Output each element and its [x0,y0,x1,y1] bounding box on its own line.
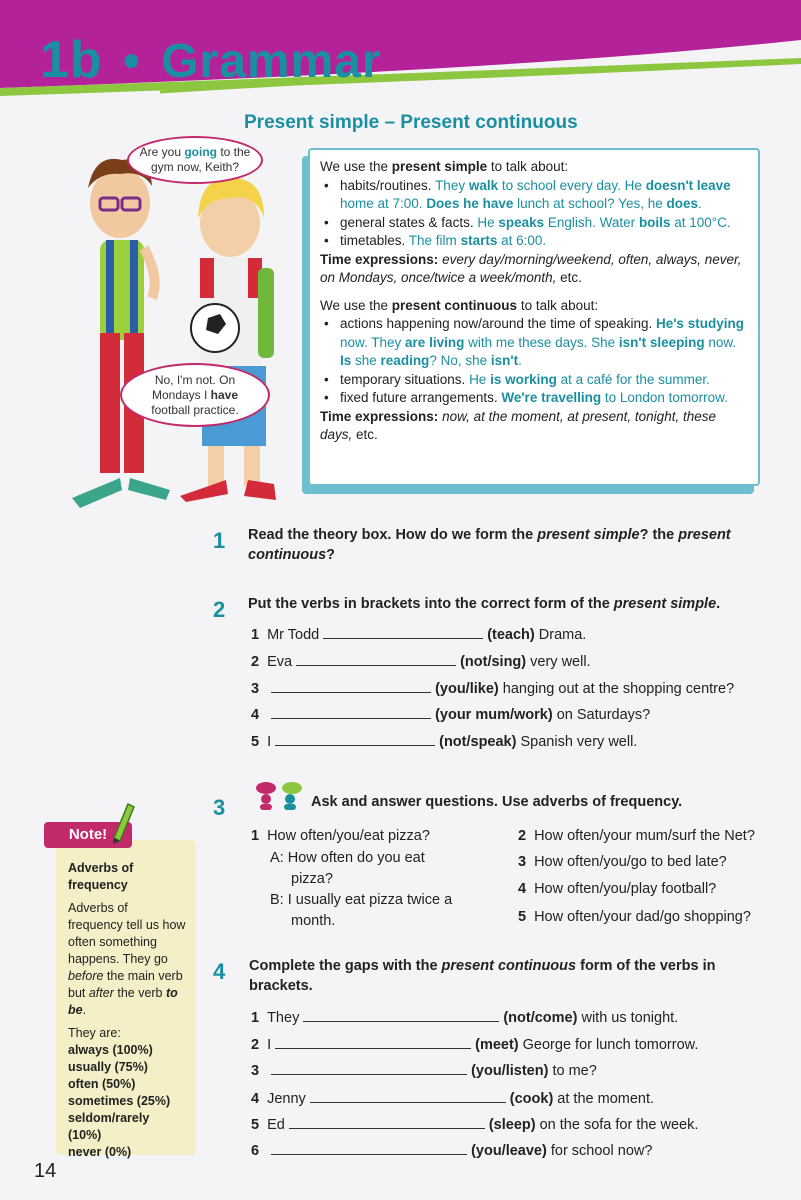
answer-blank[interactable] [271,679,431,693]
answer-blank[interactable] [275,732,435,746]
list-item: • temporary situations. He is working at a café for the summer. [320,371,748,390]
unit-number: 1b [40,31,103,89]
speech-bubble-bottom: No, I'm not. On Mondays I have football practice. [120,363,270,427]
illustration-boys [60,128,310,528]
list-item: • timetables. The film starts at 6:00. [320,232,748,251]
exercise-4-instruction: Complete the gaps with the present continuous form of the verbs in brackets. [249,958,716,994]
list-item: usually (75%) [68,1060,148,1074]
answer-blank[interactable] [275,1035,471,1049]
answer-blank[interactable] [310,1089,506,1103]
section-heading: Present simple – Present continuous [244,112,578,133]
list-item: • actions happening now/around the time of speaking. He's studying now. They are living with me these days. She isn't sleeping now. Is she reading? No, she isn't. [320,315,748,371]
list-item: never (0%) [68,1145,132,1159]
answer-blank[interactable] [271,1141,467,1155]
pencil-icon [108,800,136,844]
unit-bullet: • [123,35,141,88]
note-body: Adverbs of frequency tell us how often something happens. They go before the main verb but after the verb to be. [68,901,186,1017]
exercise-3-instruction: Ask and answer questions. Use adverbs of frequency. [311,794,683,810]
list-item: seldom/rarely (10%) [68,1111,150,1142]
exercise-3-answer-b-cont: month. [291,913,336,929]
exercise-2-item: 4 (your mum/work) on Saturdays? [251,707,651,723]
present-continuous-time-expressions: Time expressions: now, at the moment, at present, tonight, these days, etc. [320,408,716,442]
list-item: sometimes (25%) [68,1094,171,1108]
answer-blank[interactable] [296,652,456,666]
speech-bubble-top: Are you going to the gym now, Keith? [127,136,263,184]
answer-blank[interactable] [323,625,483,639]
present-simple-uses [320,177,748,251]
boys-illustration-icon [60,128,310,528]
list-item: • fixed future arrangements. We're travelling to London tomorrow. [320,389,748,408]
frequency-list [68,1042,186,1161]
exercise-1-instruction: Read the theory box. How do we form the present simple? the present continuous? [248,527,731,563]
exercise-3-question: 5 How often/your dad/go shopping? [518,909,751,925]
exercise-4-number: 4 [213,959,226,984]
speaking-pair-icon [252,780,306,810]
theory-box [308,148,760,486]
note-label: Note! [44,822,132,848]
note-title: Adverbs of frequency [68,861,134,892]
present-continuous-uses [320,315,748,408]
list-item: • general states & facts. He speaks English. Water boils at 100°C. [320,214,748,233]
exercise-3-question: 1 How often/you/eat pizza? [251,828,430,844]
exercise-3-answer-a-cont: pizza? [291,871,333,887]
page-number: 14 [34,1160,57,1182]
list-item: • habits/routines. They walk to school every day. He doesn't leave home at 7:00. Does he have lunch at school? Yes, he does. [320,177,748,214]
exercise-3-answer-a: A: How often do you eat [270,850,425,866]
exercise-3-number: 3 [213,795,226,820]
exercise-2-item: 5 I (not/speak) Spanish very well. [251,734,638,750]
present-continuous-intro: We use the present continuous to talk about: [320,297,599,313]
present-simple-intro: We use the present simple to talk about: [320,159,569,174]
exercise-2-item: 1 Mr Todd (teach) Drama. [251,627,587,643]
answer-blank[interactable] [303,1008,499,1022]
unit-title-text: Grammar [161,35,382,88]
exercise-2-instruction: Put the verbs in brackets into the correct form of the present simple. [248,596,721,612]
exercise-3-question: 4 How often/you/play football? [518,881,717,897]
exercise-2-item: 3 (you/like) hanging out at the shopping centre? [251,681,735,697]
answer-blank[interactable] [289,1115,485,1129]
exercise-4-item: 5 Ed (sleep) on the sofa for the week. [251,1117,699,1133]
answer-blank[interactable] [271,705,431,719]
exercise-4-item: 3 (you/listen) to me? [251,1063,597,1079]
present-simple-time-expressions: Time expressions: every day/morning/weekend, often, always, never, on Mondays, once/twice a week/month, etc. [320,251,742,285]
note-box [56,840,196,1159]
exercise-2-item: 2 Eva (not/sing) very well. [251,654,591,670]
list-item: always (100%) [68,1043,153,1057]
exercise-3-question: 3 How often/you/go to bed late? [518,854,727,870]
exercise-4-item: 2 I (meet) George for lunch tomorrow. [251,1037,699,1053]
list-item: often (50%) [68,1077,136,1091]
exercise-3-answer-b: B: I usually eat pizza twice a [270,892,453,908]
exercise-3-question: 2 How often/your mum/surf the Net? [518,828,755,844]
unit-title [40,30,382,90]
exercise-4-item: 6 (you/leave) for school now? [251,1143,653,1159]
exercise-1-number: 1 [213,528,226,553]
exercise-4-item: 1 They (not/come) with us tonight. [251,1010,679,1026]
exercise-4-item: 4 Jenny (cook) at the moment. [251,1091,655,1107]
note-they-are: They are: [68,1026,121,1040]
exercise-2-number: 2 [213,597,226,622]
answer-blank[interactable] [271,1061,467,1075]
